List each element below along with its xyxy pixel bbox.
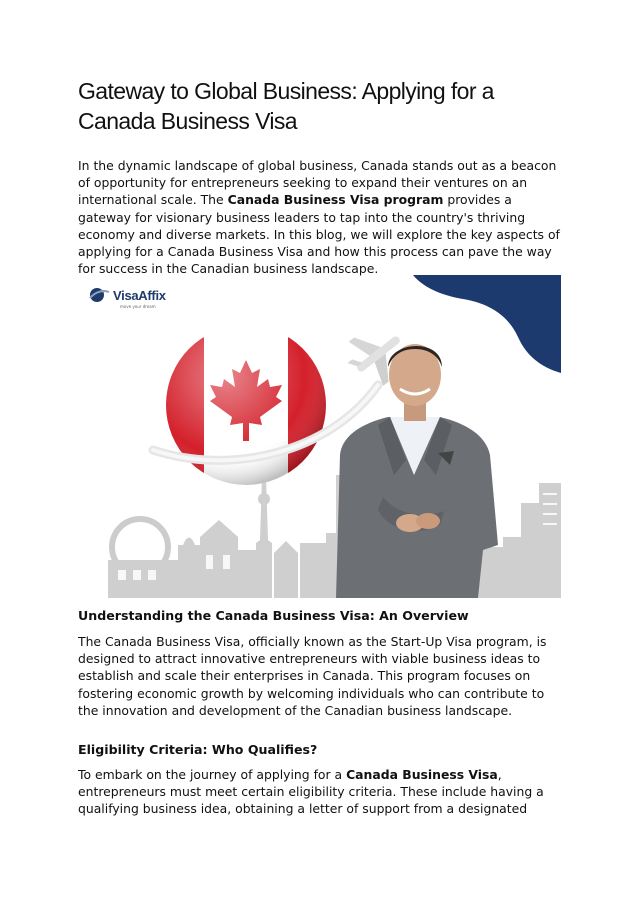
- banner-illustration: [78, 275, 561, 598]
- visaaffix-logo: [88, 287, 166, 309]
- eligibility-text-start: To embark on the journey of applying for a: [78, 767, 347, 782]
- eligibility-bold-text: Canada Business Visa: [346, 767, 498, 782]
- logo-tagline: move your dream: [120, 304, 156, 309]
- intro-text-start: In the dynamic landscape of global business, Canada stands out as a beacon of opportunity for entrepreneurs seeking to expand their ventures on an international scale. The: [78, 158, 557, 208]
- logo-text: VisaAffix: [113, 287, 166, 303]
- globe-logo-icon: [88, 287, 110, 303]
- intro-text-end: provides a gateway for visionary business leaders to tap into the country's thriving economy and diverse markets. In this blog, we will explore the key aspects of applying for a Canada Business Visa and how this process can pave the way for success in the Canadian business landscape.: [78, 192, 560, 277]
- overview-paragraph: The Canada Business Visa, officially known as the Start-Up Visa program, is designed to attract innovative entrepreneurs with viable business ideas to establish and scale their enterprises in Canada. This program focuses on fostering economic growth by welcoming individuals who can contribute to the innovation and development of the Canadian business landscape.: [78, 634, 547, 718]
- eligibility-text-end: , entrepreneurs must meet certain eligibility criteria. These include having a qualifying business idea, obtaining a letter of support from a designated: [78, 767, 544, 817]
- businessman-figure: [336, 344, 498, 598]
- section-heading-overview: Understanding the Canada Business Visa: An Overview: [78, 608, 469, 623]
- section-heading-eligibility: Eligibility Criteria: Who Qualifies?: [78, 742, 318, 757]
- eligibility-paragraph: [78, 766, 560, 818]
- hero-banner-image: [78, 275, 561, 598]
- article-title: Gateway to Global Business: Applying for a Canada Business Visa: [78, 78, 494, 134]
- intro-paragraph: [78, 157, 560, 277]
- intro-bold-link-text: Canada Business Visa program: [227, 192, 444, 208]
